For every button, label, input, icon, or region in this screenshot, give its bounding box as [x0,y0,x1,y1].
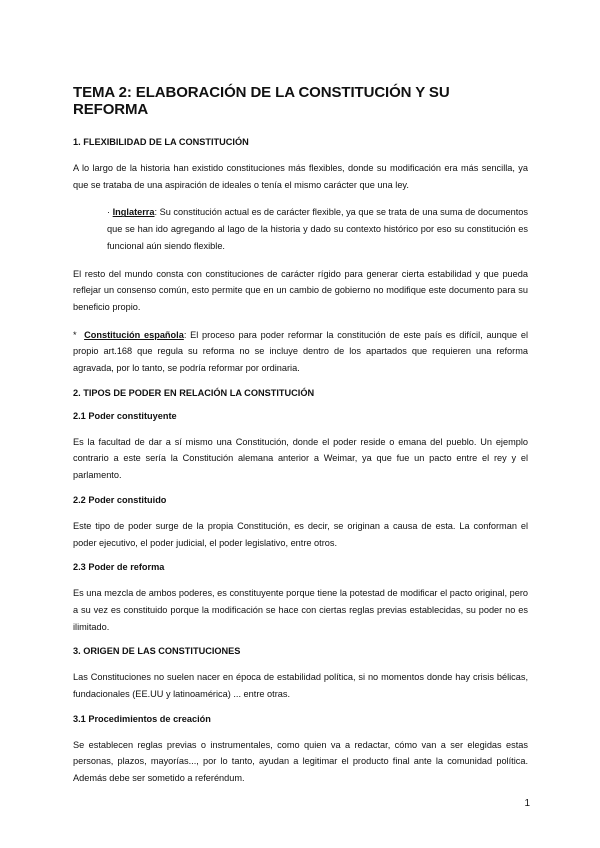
section-1-paragraph-1: A lo largo de la historia han existido constituciones más flexibles, donde su modificación era más sencilla, ya que se trataba de una aspiración de ideales o tenía el mismo carácter que una ley. [73,163,528,190]
espana-label: Constitución española [84,329,184,340]
subsection-2-1-paragraph: Es la facultad de dar a sí mismo una Constitución, donde el poder reside o emana del pueblo. Un ejemplo contrario a este sería la Constitución alemana anterior a Weimar, ya que fue un pacto entre el rey y el parlamento. [73,436,528,481]
section-3-heading: 3. ORIGEN DE LAS CONSTITUCIONES [73,646,241,657]
subsection-2-1-heading: 2.1 Poder constituyente [73,410,177,421]
inglaterra-paragraph [73,204,528,254]
inglaterra-text: : Su constitución actual es de carácter flexible, ya que se trata de una suma de documentos que se han ido agregando al lago de la historia y dado su contexto histórico por eso su constitución es funcional aún siendo flexible. [107,207,528,251]
section-2-heading: 2. TIPOS DE PODER EN RELACIÓN LA CONSTITUCIÓN [73,387,315,398]
subsection-2-2-heading: 2.2 Poder constituido [73,494,167,505]
subsection-2-3-heading: 2.3 Poder de reforma [73,562,165,573]
page-title: TEMA 2: ELABORACIÓN DE LA CONSTITUCIÓN Y SU REFORMA [73,84,450,118]
section-3-paragraph: Las Constituciones no suelen nacer en época de estabilidad política, si no momentos donde hay crisis bélicas, fundacionales (EE.UU y latinoamérica) ... entre otras. [73,672,528,700]
espana-paragraph [73,327,528,377]
subsection-2-3-paragraph: Es una mezcla de ambos poderes, es constituyente porque tiene la potestad de modificar el pacto original, pero a su vez es constituido porque la modificación se hace con ciertas reglas previas establecidas, su poder no es ilimitado. [73,588,528,632]
page-number: 1 [524,798,530,809]
subsection-3-1-paragraph: Se establecen reglas previas o instrumentales, como quien va a redactar, cómo van a ser elegidas estas personas, plazos, mayorías..., por lo tanto, ayudan a legitimar el producto final ante la comunidad política. Además debe ser sometido a referéndum. [73,739,528,784]
espana-text: : El proceso para poder reformar la constitución de este país es difícil, aunque el propio art.168 que regula su reforma no se incluye dentro de los apartados que requieren una reforma agravada, por lo tanto, se podría reformar por ordinaria. [73,329,529,374]
inglaterra-label: Inglaterra [112,207,155,218]
bullet-mark: · [107,207,111,218]
asterisk-mark: * [73,329,77,340]
document-page [73,84,528,798]
subsection-2-2-paragraph: Este tipo de poder surge de la propia Constitución, es decir, se originan a causa de esta. La conforman el poder ejecutivo, el poder judicial, el poder legislativo, entre otros. [73,520,528,548]
subsection-3-1-heading: 3.1 Procedimientos de creación [73,713,211,724]
section-1-paragraph-2: El resto del mundo consta con constituciones de carácter rígido para generar cierta estabilidad y que pueda reflejar un consenso común, esto permite que en un cambio de gobierno no modifique este documento para su beneficio propio. [73,268,528,312]
section-1-heading: 1. FLEXIBILIDAD DE LA CONSTITUCIÓN [73,137,249,147]
